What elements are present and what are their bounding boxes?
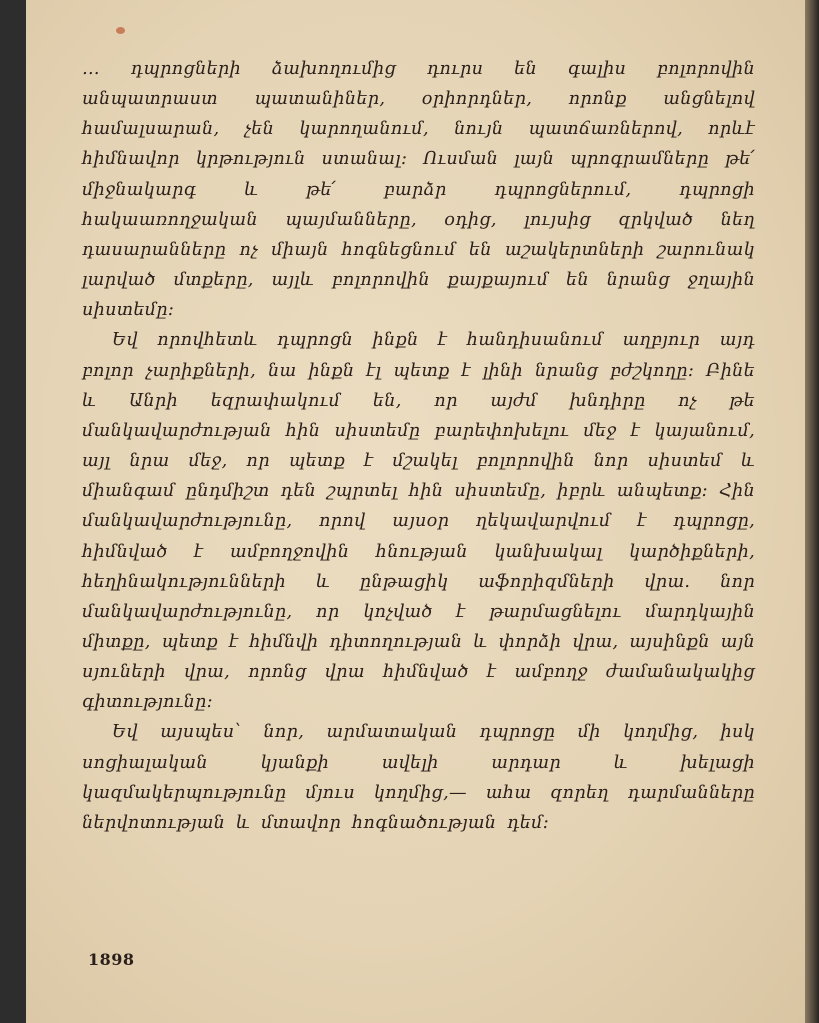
ink-stain [116,27,125,34]
scan-right-edge [805,0,819,1023]
body-text [82,54,755,838]
book-page [26,0,805,1023]
page-number: 1898 [88,950,135,969]
paragraph-2: Եվ որովհետև դպրոցն ինքն է հանդիսանում աղբյուր այդ բոլոր չարիքների, նա ինքն էլ պետք է լինի նրանց բժշկողը։ Բինե և Անրի եզրափակում են, որ այժմ խնդիրը ոչ թե մանկավարժության հին սիստեմը բարեփոխելու մեջ է կայանում, այլ նրա մեջ, որ պետք է մշակել բոլորովին նոր սիստեմ և միանգամ ընդմիշտ դեն շպրտել հին սիստեմը, իբրև անպետք։ Հին մանկավարժությունը, որով այսօր ղեկավարվում է դպրոցը, հիմնված է ամբողջովին հնության կանխակալ կարծիքների, հեղինակությունների և ընթացիկ աֆորիզմների վրա. նոր մանկավարժությունը, որ կոչված է թարմացնելու մարդկային միտքը, պետք է հիմնվի դիտողության և փորձի վրա, այսինքն այն սյուների վրա, որոնց վրա հիմնված է ամբողջ ժամանակակից գիտությունը։ [82,330,755,713]
paragraph-3: Եվ այսպես՝ նոր, արմատական դպրոցը մի կողմից, իսկ սոցիալական կյանքի ավելի արդար և խելացի կազմակերպությունը մյուս կողմից,— ահա զորեղ դարմանները ներվոտության և մտավոր հոգնածության դեմ։ [82,722,755,833]
scan-left-edge [0,0,26,1023]
paragraph-1: … դպրոցների ձախողումից դուրս են գալիս բոլորովին անպատրաստ պատանիներ, օրիորդներ, որոնք անցնելով համալսարան, չեն կարողանում, նույն պատճառներով, որևէ հիմնավոր կրթություն ստանալ։ Ուսման լայն պրոգրամները թե՛ միջնակարգ և թե՛ բարձր դպրոցներում, դպրոցի հակաառողջական պայմանները, օդից, լույսից զրկված նեղ դասարանները ոչ միայն հոգնեցնում են աշակերտների շարունակ լարված մտքերը, այլև բոլորովին քայքայում են նրանց ջղային սիստեմը։ [82,59,755,321]
